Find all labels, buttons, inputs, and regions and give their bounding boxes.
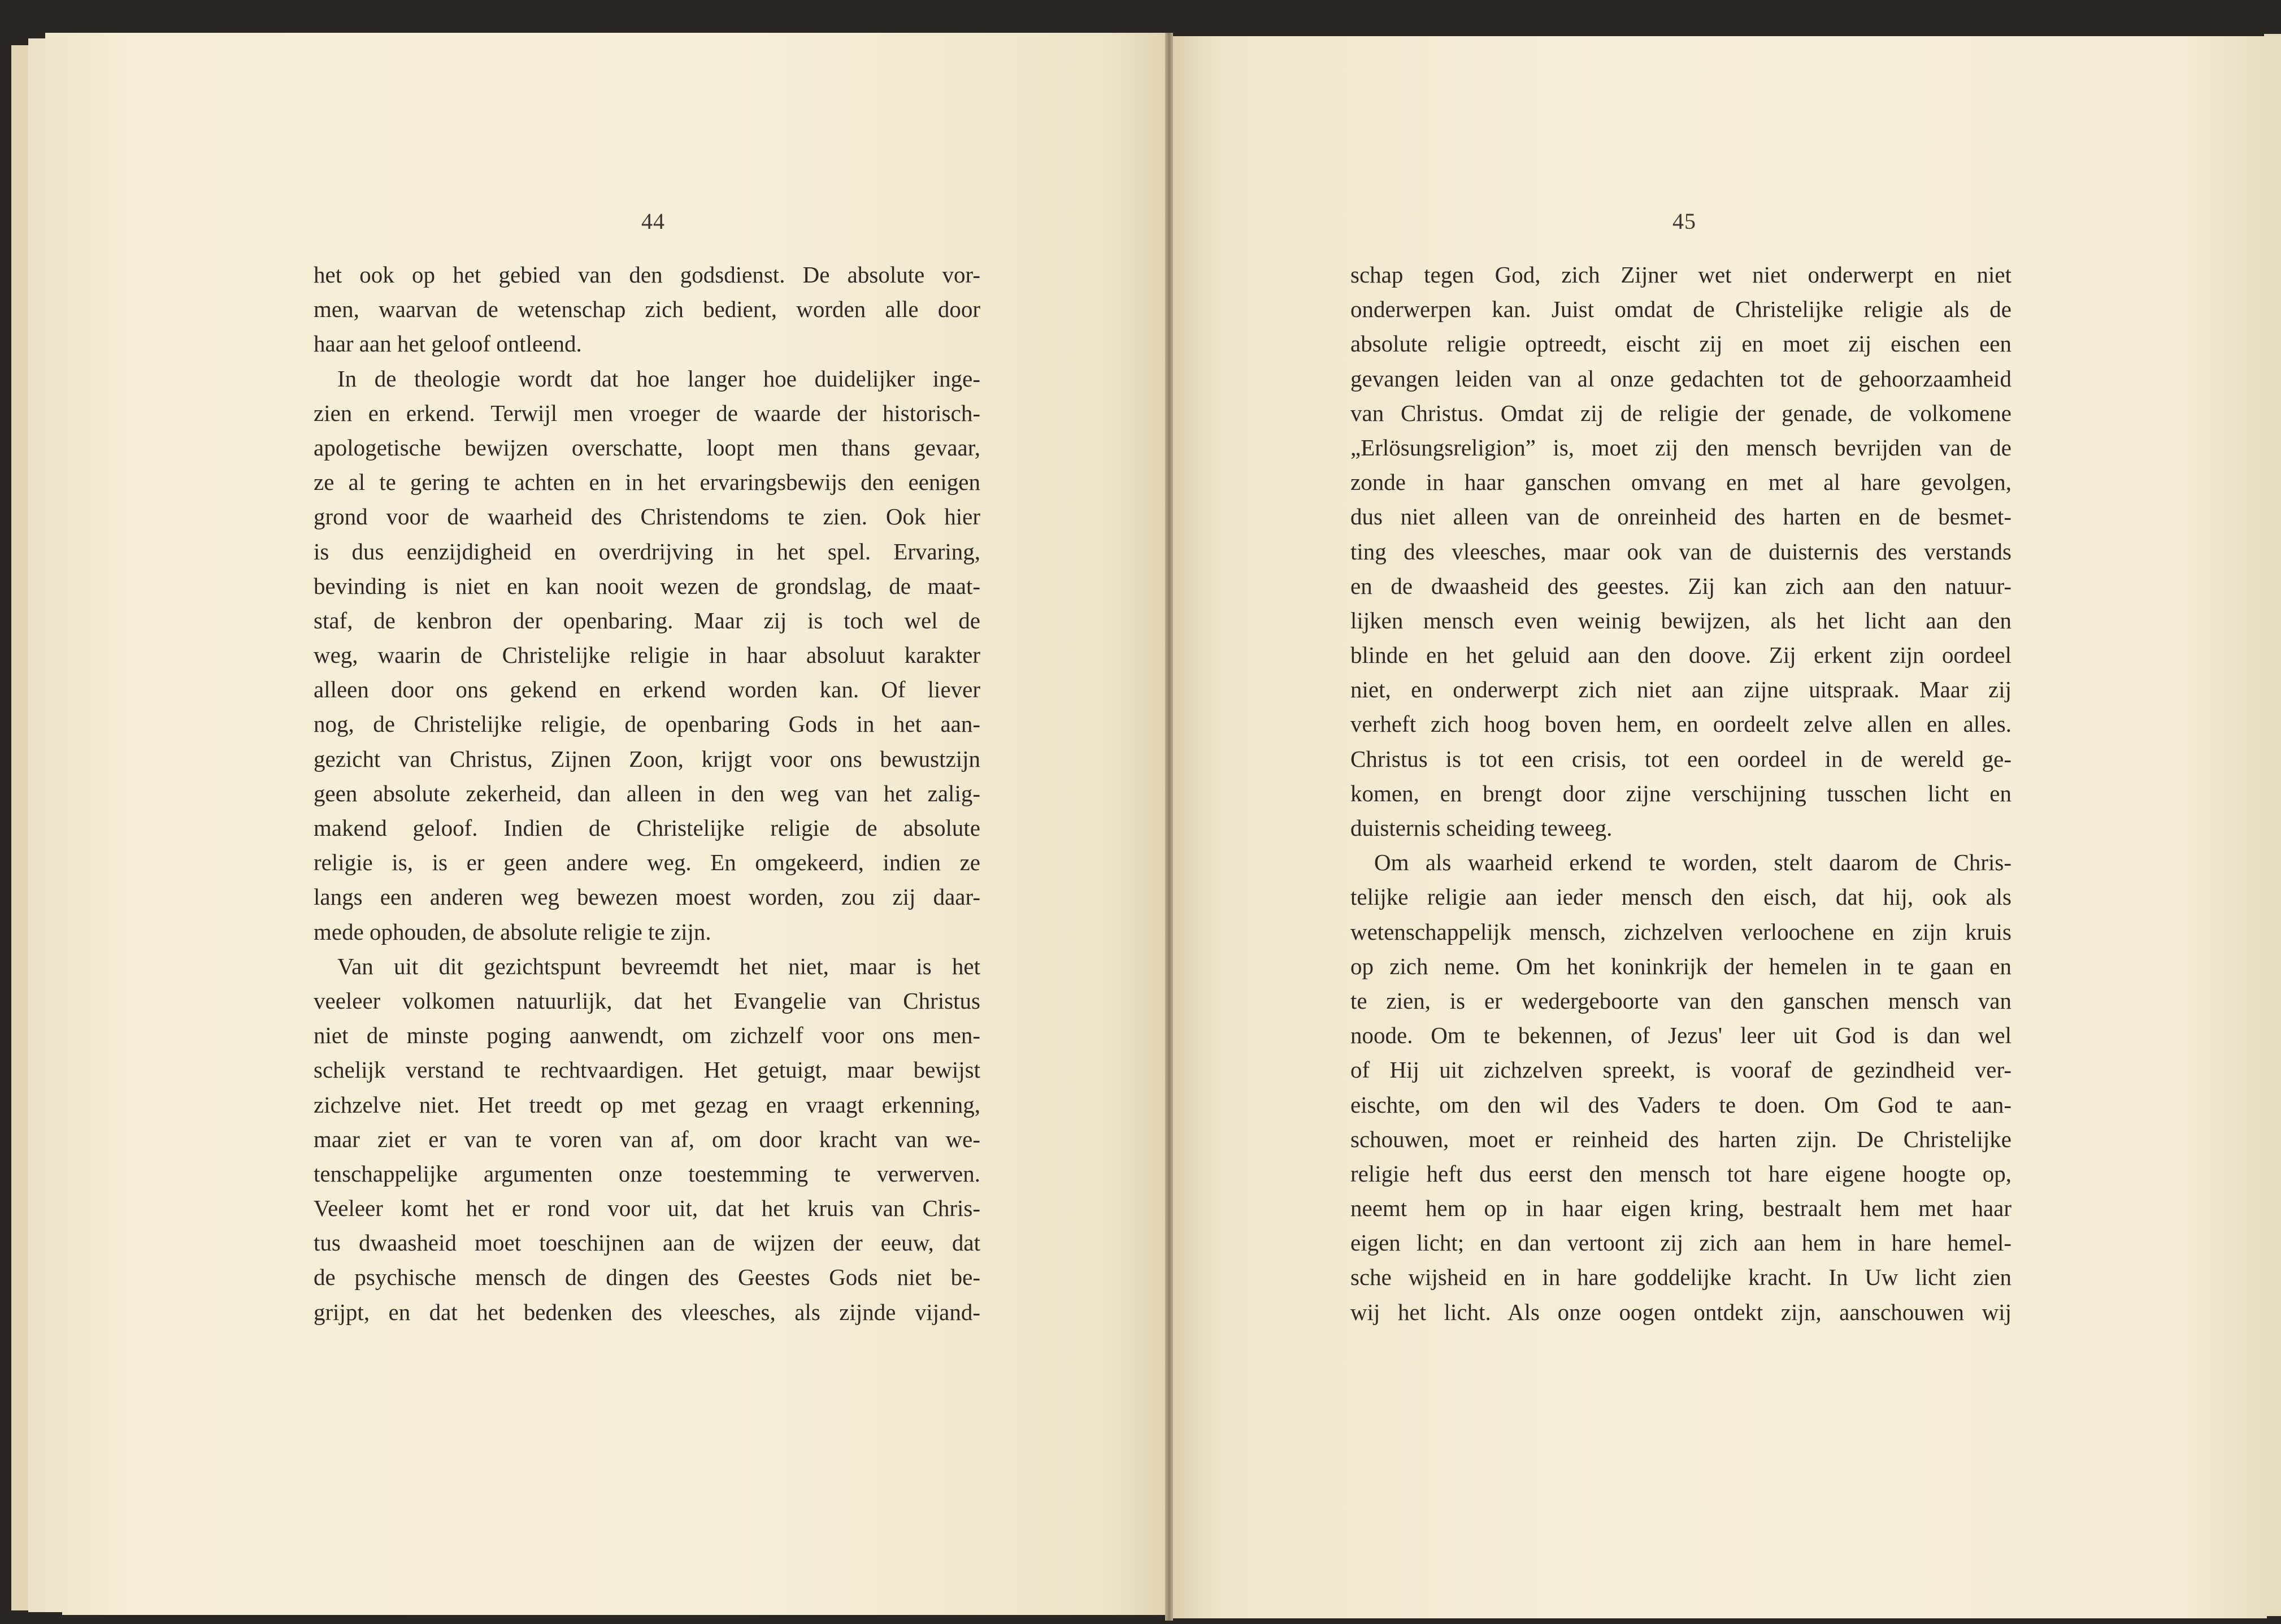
text-line: is dus eenzijdigheid en overdrijving in het spel. Ervaring, <box>314 538 980 565</box>
text-line: veeleer volkomen natuurlijk, dat het Evangelie van Christus <box>314 987 980 1014</box>
text-line: alleen door ons gekend en erkend worden kan. Of liever <box>314 676 980 703</box>
text-line: religie heft dus eerst den mensch tot hare eigene hoogte op, <box>1350 1160 2011 1187</box>
text-line: schelijk verstand te rechtvaardigen. Het getuigt, maar bewijst <box>314 1057 980 1083</box>
text-line: apologetische bewijzen overschatte, loopt men thans gevaar, <box>314 434 980 461</box>
text-line: Van uit dit gezichtspunt bevreemdt het niet, maar is het <box>337 953 980 979</box>
text-line: onderwerpen kan. Juist omdat de Christelijke religie als de <box>1350 296 2011 323</box>
text-line: „Erlösungsreligion” is, moet zij den mensch bevrijden van de <box>1350 434 2011 461</box>
left-page-text <box>314 258 980 1330</box>
text-line: sche wijsheid en in hare goddelijke kracht. In Uw licht zien <box>1350 1264 2011 1291</box>
text-line: gezicht van Christus, Zijnen Zoon, krijgt voor ons bewustzijn <box>314 745 980 772</box>
text-line: dus niet alleen van de onreinheid des harten en de besmet- <box>1350 503 2011 530</box>
text-line: noode. Om te bekennen, of Jezus' leer uit God is dan wel <box>1350 1022 2011 1049</box>
text-line: niet, en onderwerpt zich niet aan zijne uitspraak. Maar zij <box>1350 676 2011 703</box>
text-line: eischte, om den wil des Vaders te doen. Om God te aan- <box>1350 1091 2011 1118</box>
text-line: de psychische mensch de dingen des Geestes Gods niet be- <box>314 1264 980 1291</box>
text-line: het ook op het gebied van den godsdienst. De absolute vor- <box>314 262 980 288</box>
text-line: Christus is tot een crisis, tot een oordeel in de wereld ge- <box>1350 745 2011 772</box>
text-line: lijken mensch even weinig bewijzen, als het licht aan den <box>1350 607 2011 633</box>
text-line: Veeleer komt het er rond voor uit, dat het kruis van Chris- <box>314 1195 980 1222</box>
text-line: schouwen, moet er reinheid des harten zijn. De Christelijke <box>1350 1126 2011 1152</box>
text-line: tenschappelijke argumenten onze toestemming te verwerven. <box>314 1160 980 1187</box>
text-line: grijpt, en dat het bedenken des vleesches, als zijnde vijand- <box>314 1299 980 1325</box>
text-line: weg, waarin de Christelijke religie in haar absoluut karakter <box>314 642 980 668</box>
text-line: te zien, is er wedergeboorte van den ganschen mensch van <box>1350 987 2011 1014</box>
text-line: geen absolute zekerheid, dan alleen in den weg van het zalig- <box>314 780 980 806</box>
text-line: haar aan het geloof ontleend. <box>314 331 582 357</box>
text-line: grond voor de waarheid des Christendoms te zien. Ook hier <box>314 503 980 530</box>
text-line: gevangen leiden van al onze gedachten tot de gehoorzaamheid <box>1350 365 2011 392</box>
text-line: makend geloof. Indien de Christelijke religie de absolute <box>314 815 980 841</box>
text-line: maar ziet er van te voren van af, om door kracht van we- <box>314 1126 980 1152</box>
text-line: op zich neme. Om het koninkrijk der hemelen in te gaan en <box>1350 953 2011 979</box>
text-line: tus dwaasheid moet toeschijnen aan de wijzen der eeuw, dat <box>314 1230 980 1256</box>
text-line: mede ophouden, de absolute religie te zijn. <box>314 918 711 945</box>
right-page-number: 45 <box>1672 209 1696 234</box>
text-line: zonde in haar ganschen omvang en met al hare gevolgen, <box>1350 469 2011 496</box>
text-line: nog, de Christelijke religie, de openbaring Gods in het aan- <box>314 711 980 737</box>
text-line: komen, en brengt door zijne verschijning tusschen licht en <box>1350 780 2011 806</box>
text-line: van Christus. Omdat zij de religie der genade, de volkomene <box>1350 400 2011 426</box>
right-page-text <box>1350 258 2011 1330</box>
text-line: niet de minste poging aanwendt, om zichzelf voor ons men- <box>314 1022 980 1049</box>
text-line: verheft zich hoog boven hem, en oordeelt zelve allen en alles. <box>1350 711 2011 737</box>
text-line: eigen licht; en dan vertoont zij zich aan hem in hare hemel- <box>1350 1230 2011 1256</box>
text-line: religie is, is er geen andere weg. En omgekeerd, indien ze <box>314 849 980 876</box>
text-line: of Hij uit zichzelven spreekt, is vooraf de gezindheid ver- <box>1350 1057 2011 1083</box>
text-line: zichzelve niet. Het treedt op met gezag en vraagt erkenning, <box>314 1091 980 1118</box>
text-line: en de dwaasheid des geestes. Zij kan zich aan den natuur- <box>1350 572 2011 599</box>
text-line: ting des vleesches, maar ook van de duisternis des verstands <box>1350 538 2011 565</box>
text-line: langs een anderen weg bewezen moest worden, zou zij daar- <box>314 884 980 910</box>
right-page-edge <box>2264 34 2281 1616</box>
text-line: men, waarvan de wetenschap zich bedient, worden alle door <box>314 296 980 323</box>
text-line: neemt hem op in haar eigen kring, bestraalt hem met haar <box>1350 1195 2011 1222</box>
text-line: absolute religie optreedt, eischt zij en moet zij eischen een <box>1350 331 2011 357</box>
text-line: duisternis scheiding teweeg. <box>1350 815 1613 841</box>
text-line: bevinding is niet en kan nooit wezen de grondslag, de maat- <box>314 572 980 599</box>
text-line: ze al te gering te achten en in het ervaringsbewijs den eenigen <box>314 469 980 496</box>
text-line: blinde en het geluid aan den doove. Zij erkent zijn oordeel <box>1350 642 2011 668</box>
text-line: Om als waarheid erkend te worden, stelt daarom de Chris- <box>1374 849 2011 876</box>
text-line: zien en erkend. Terwijl men vroeger de waarde der historisch- <box>314 400 980 426</box>
text-line: telijke religie aan ieder mensch den eisch, dat hij, ook als <box>1350 884 2011 910</box>
text-line: wetenschappelijk mensch, zichzelven verloochene en zijn kruis <box>1350 918 2011 945</box>
text-line: schap tegen God, zich Zijner wet niet onderwerpt en niet <box>1350 262 2011 288</box>
text-line: staf, de kenbron der openbaring. Maar zij is toch wel de <box>314 607 980 633</box>
left-page-number: 44 <box>641 209 665 234</box>
book-gutter <box>1165 33 1173 1621</box>
text-line: wij het licht. Als onze oogen ontdekt zijn, aanschouwen wij <box>1350 1299 2011 1325</box>
text-line: In de theologie wordt dat hoe langer hoe duidelijker inge- <box>337 365 980 392</box>
